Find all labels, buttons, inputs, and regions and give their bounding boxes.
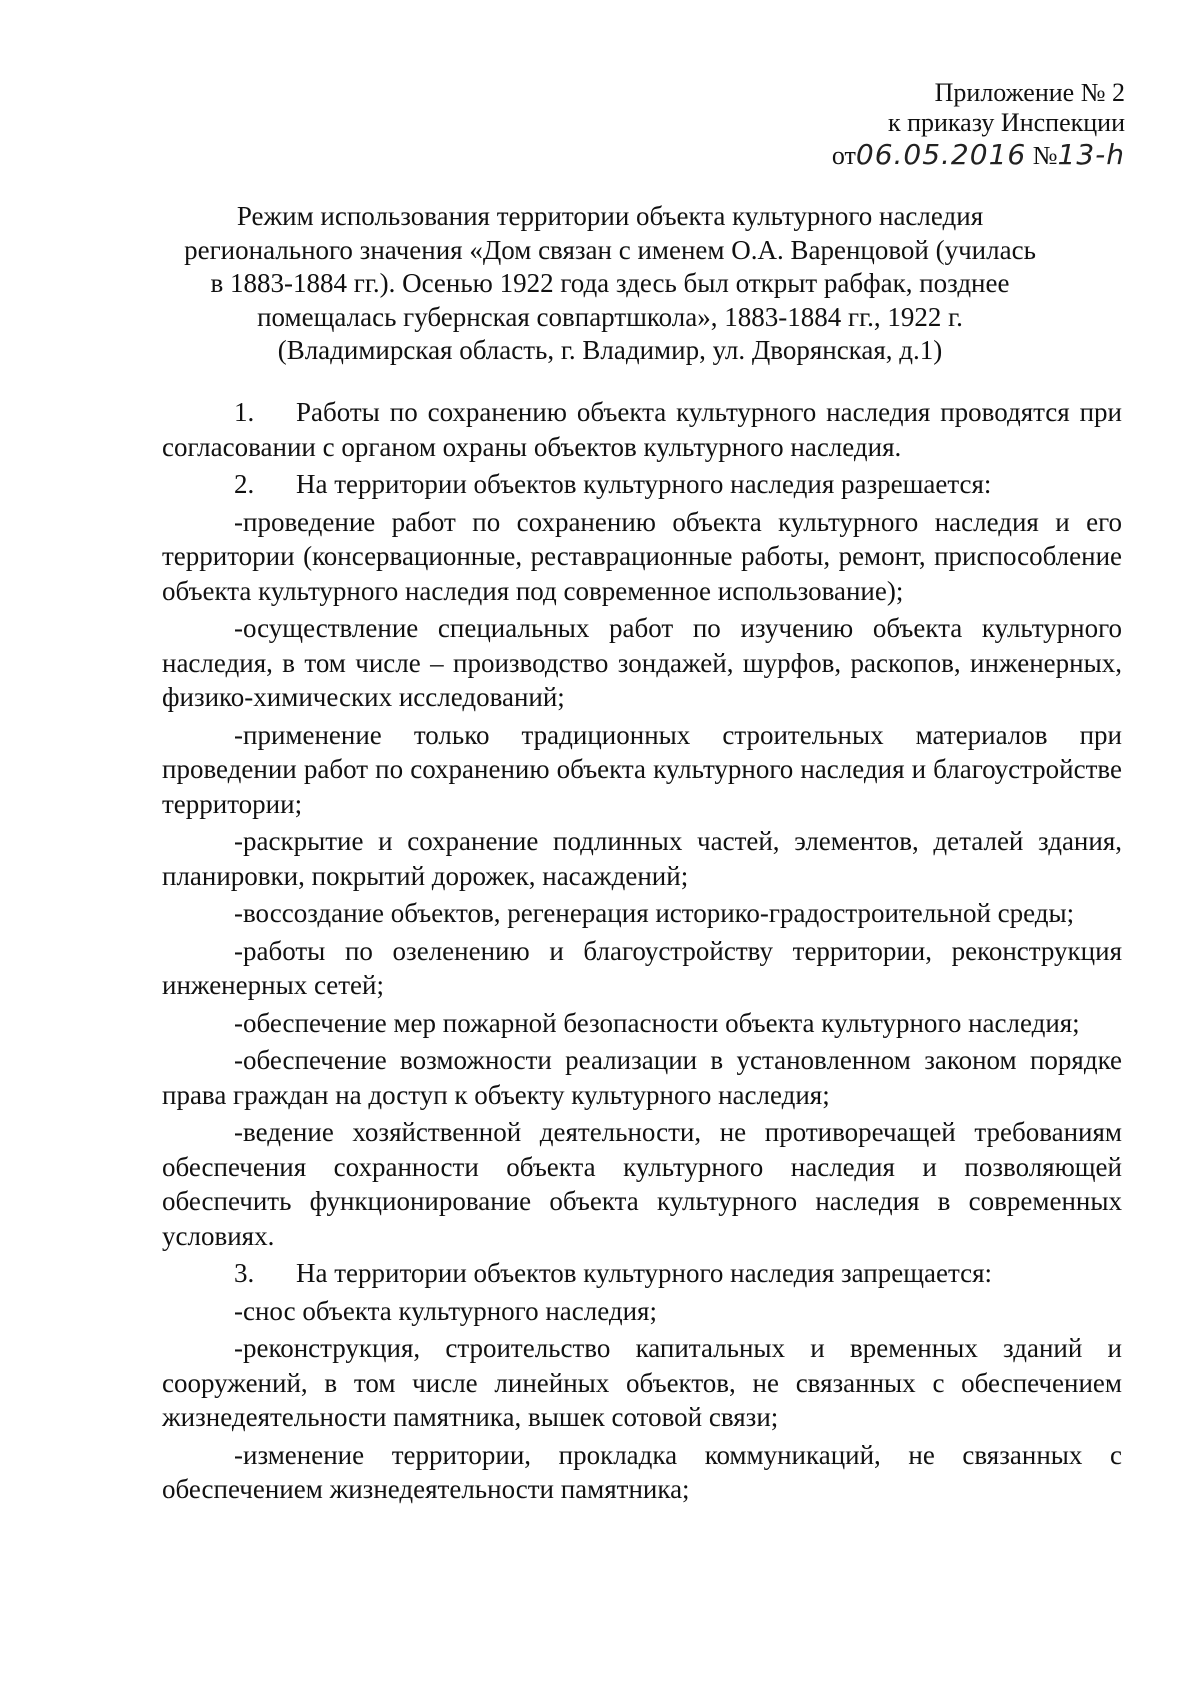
list-item: -снос объекта культурного наследия; xyxy=(234,1295,657,1326)
section-text: Работы по сохранению объекта культурного наследия проводятся при согласовании с органом охраны объектов культурного наследия. xyxy=(162,397,1122,462)
document-body xyxy=(162,395,1122,1510)
appendix-date-number-line xyxy=(705,138,1125,173)
document-title xyxy=(130,200,1090,368)
list-item: -работы по озеленению и благоустройству территории, реконструкция инженерных сетей; xyxy=(162,935,1122,1000)
section-number: 1. xyxy=(234,397,255,427)
appendix-line-2: к приказу Инспекции xyxy=(887,108,1125,137)
section-text: На территории объектов культурного наследия запрещается: xyxy=(296,1258,993,1288)
list-item: -раскрытие и сохранение подлинных частей, элементов, деталей здания, планировки, покрытий дорожек, насаждений; xyxy=(162,826,1122,891)
section-number: 2. xyxy=(234,469,255,499)
handwritten-date: 06.05.2016 xyxy=(855,138,1027,171)
date-prefix: от xyxy=(831,141,856,170)
handwritten-number: 13-h xyxy=(1057,138,1125,171)
section-number: 3. xyxy=(234,1258,255,1288)
list-item: -обеспечение мер пожарной безопасности объекта культурного наследия; xyxy=(234,1007,1080,1038)
section-1 xyxy=(162,395,1122,464)
list-item: -воссоздание объектов, регенерация историко-градостроительной среды; xyxy=(234,898,1075,928)
title-line: Режим использования территории объекта культурного наследия xyxy=(236,201,984,231)
section-text: На территории объектов культурного наследия разрешается: xyxy=(296,469,992,499)
list-item: -осуществление специальных работ по изучению объекта культурного наследия, в том числе – производство зондажей, шурфов, раскопов, инженерных, физико-химических исследований; xyxy=(162,613,1122,712)
number-prefix: № xyxy=(1032,141,1058,170)
section-3 xyxy=(162,1256,1122,1291)
list-item: -изменение территории, прокладка коммуникаций, не связанных с обеспечением жизнедеятельности памятника; xyxy=(162,1439,1122,1504)
appendix-header xyxy=(705,78,1125,173)
list-item: -обеспечение возможности реализации в установленном законом порядке права граждан на доступ к объекту культурного наследия; xyxy=(162,1045,1122,1110)
list-item: -применение только традиционных строительных материалов при проведении работ по сохранению объекта культурного наследия и благоустройстве территории; xyxy=(162,719,1122,819)
title-line: помещалась губернская совпартшкола», 1883-1884 гг., 1922 г. xyxy=(257,301,963,332)
title-line: в 1883-1884 гг.). Осенью 1922 года здесь был открыт рабфак, позднее xyxy=(210,268,1010,298)
list-item: -ведение хозяйственной деятельности, не противоречащей требованиям обеспечения сохранности объекта культурного наследия и позволяющей обеспечить функционирование объекта культурного наследия в современных условиях. xyxy=(162,1117,1122,1251)
section-2 xyxy=(162,467,1122,502)
title-line: (Владимирская область, г. Владимир, ул. Дворянская, д.1) xyxy=(277,335,943,365)
list-item: -реконструкция, строительство капитальных и временных зданий и сооружений, в том числе линейных объектов, не связанных с обеспечением жизнедеятельности памятника, вышек сотовой связи; xyxy=(162,1333,1122,1432)
list-item: -проведение работ по сохранению объекта культурного наследия и его территории (консервационные, реставрационные работы, ремонт, приспособление объекта культурного наследия под современное использование); xyxy=(162,506,1122,606)
appendix-line-1: Приложение № 2 xyxy=(934,78,1125,107)
title-line: регионального значения «Дом связан с именем О.А. Варенцовой (училась xyxy=(184,234,1036,265)
